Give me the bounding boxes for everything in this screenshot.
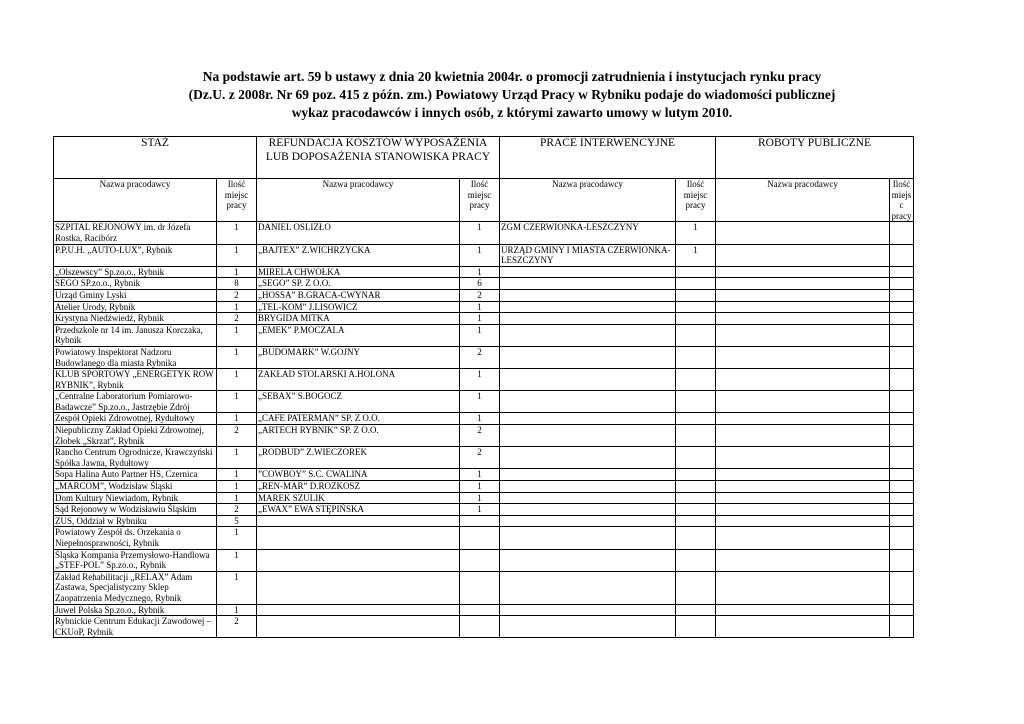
section-header-prace-interwencyjne: PRACE INTERWENCYJNE	[500, 137, 716, 179]
job-count-cell: 1	[676, 222, 716, 244]
job-count-cell: 1	[460, 413, 500, 425]
table-row	[54, 504, 914, 516]
heading-line-2: (Dz.U. z 2008r. Nr 69 poz. 415 z późn. zm.) Powiatowy Urząd Pracy w Rybniku podaje do wiadomości publicznej	[188, 87, 836, 102]
employer-name-cell: „Olszewscy” Sp.zo.o., Rybnik	[54, 266, 217, 278]
job-count-cell: 1	[460, 222, 500, 244]
job-count-cell	[890, 447, 914, 469]
job-count-cell	[460, 571, 500, 604]
job-count-cell	[890, 504, 914, 516]
employer-name-cell	[500, 324, 676, 346]
job-count-cell	[890, 616, 914, 638]
job-count-cell	[890, 425, 914, 447]
employer-name-cell: „MARCOM”, Wodzisław Śląski	[54, 481, 217, 493]
job-count-cell	[890, 313, 914, 325]
table-row	[54, 604, 914, 616]
job-count-cell	[676, 313, 716, 325]
table-row	[54, 447, 914, 469]
job-count-cell	[890, 604, 914, 616]
job-count-cell: 1	[217, 571, 257, 604]
document-heading	[100, 68, 924, 122]
job-count-cell	[890, 391, 914, 413]
job-count-cell: 1	[460, 301, 500, 313]
employer-name-cell: MAREK SZULIK	[257, 492, 460, 504]
employer-name-cell	[500, 313, 676, 325]
job-count-cell	[890, 369, 914, 391]
job-count-cell	[676, 515, 716, 527]
job-count-cell: 1	[217, 492, 257, 504]
job-count-cell: 6	[460, 278, 500, 290]
employer-name-cell: URZĄD GMINY I MIASTA CZERWIONKA-LESZCZYNY	[500, 244, 676, 266]
job-count-cell: 1	[460, 369, 500, 391]
job-count-cell	[890, 571, 914, 604]
employer-name-cell: „ARTECH RYBNIK” SP. Z O.O.	[257, 425, 460, 447]
table-row	[54, 492, 914, 504]
table-row	[54, 391, 914, 413]
job-count-cell: 1	[217, 301, 257, 313]
employer-name-cell	[500, 278, 676, 290]
job-count-cell: 2	[217, 289, 257, 301]
job-count-cell: 1	[460, 244, 500, 266]
employer-name-cell	[716, 346, 890, 368]
job-count-cell: 1	[217, 447, 257, 469]
job-count-cell: 1	[217, 469, 257, 481]
column-header-count: Ilość miejsc pracy	[217, 179, 257, 222]
table-row	[54, 469, 914, 481]
job-count-cell	[890, 469, 914, 481]
table-row	[54, 369, 914, 391]
column-header-row	[54, 179, 914, 222]
job-count-cell: 1	[217, 413, 257, 425]
employer-name-cell	[716, 266, 890, 278]
employer-name-cell: Przedszkole nr 14 im. Janusza Korczaka, Rybnik	[54, 324, 217, 346]
table-row	[54, 515, 914, 527]
table-row	[54, 313, 914, 325]
employer-name-cell	[716, 469, 890, 481]
employer-name-cell: „REN-MAR” D.ROZKOSZ	[257, 481, 460, 493]
job-count-cell	[676, 527, 716, 549]
employer-name-cell: Zespół Opieki Zdrowotnej, Rydułtowy	[54, 413, 217, 425]
employer-name-cell: BRYGIDA MITKA	[257, 313, 460, 325]
employer-name-cell	[716, 515, 890, 527]
employer-name-cell	[716, 481, 890, 493]
section-header-staz: STAŻ	[54, 137, 257, 179]
employer-name-cell	[716, 391, 890, 413]
job-count-cell	[676, 571, 716, 604]
table-row	[54, 527, 914, 549]
job-count-cell: 1	[460, 492, 500, 504]
job-count-cell: 5	[217, 515, 257, 527]
section-header-refundacja: REFUNDACJA KOSZTÓW WYPOSAŻENIA LUB DOPOSAŻENIA STANOWISKA PRACY	[257, 137, 500, 179]
employer-name-cell: Rancho Centrum Ogrodnicze, Krawczyński Spółka Jawna, Rydułtowy	[54, 447, 217, 469]
job-count-cell	[890, 515, 914, 527]
employer-name-cell: P.P.U.H. „AUTO-LUX”, Rybnik	[54, 244, 217, 266]
job-count-cell	[890, 278, 914, 290]
employer-name-cell	[257, 616, 460, 638]
employer-name-cell	[500, 527, 676, 549]
employer-name-cell: „HOSSA” B.GRACA-CWYNAR	[257, 289, 460, 301]
job-count-cell: 1	[460, 266, 500, 278]
employer-name-cell: Atelier Urody, Rybnik	[54, 301, 217, 313]
job-count-cell: 2	[217, 504, 257, 516]
table-row	[54, 289, 914, 301]
employer-name-cell	[500, 571, 676, 604]
employer-name-cell	[716, 301, 890, 313]
job-count-cell	[676, 391, 716, 413]
column-header-employer: Nazwa pracodawcy	[500, 179, 676, 222]
job-count-cell	[676, 425, 716, 447]
employer-name-cell	[716, 244, 890, 266]
table-row	[54, 244, 914, 266]
employer-name-cell: SEGO SP.zo.o., Rybnik	[54, 278, 217, 290]
employer-name-cell: Rybnickie Centrum Edukacji Zawodowej – CKUoP, Rybnik	[54, 616, 217, 638]
employer-name-cell	[500, 481, 676, 493]
table-row	[54, 346, 914, 368]
job-count-cell	[890, 244, 914, 266]
job-count-cell	[460, 515, 500, 527]
employer-name-cell	[500, 289, 676, 301]
job-count-cell: 2	[460, 346, 500, 368]
job-count-cell	[890, 301, 914, 313]
employer-name-cell	[716, 369, 890, 391]
employer-name-cell: Powiatowy Zespół ds. Orzekania o Niepełnosprawności, Rybnik	[54, 527, 217, 549]
employer-name-cell	[716, 222, 890, 244]
employer-name-cell	[257, 515, 460, 527]
employer-name-cell	[500, 447, 676, 469]
employer-name-cell: ”COWBOY” S.C. CWALINA	[257, 469, 460, 481]
table-row	[54, 324, 914, 346]
employer-name-cell: Śląska Kompania Przemysłowo-Handlowa „STEF-POL” Sp.zo.o., Rybnik	[54, 549, 217, 571]
column-header-count: Ilość miejsc pracy	[890, 179, 914, 222]
table-row	[54, 266, 914, 278]
job-count-cell: 1	[676, 244, 716, 266]
employer-name-cell	[716, 604, 890, 616]
job-count-cell	[890, 324, 914, 346]
job-count-cell: 1	[217, 222, 257, 244]
employer-name-cell: ZUS, Oddział w Rybniku	[54, 515, 217, 527]
job-count-cell	[676, 604, 716, 616]
job-count-cell: 2	[460, 447, 500, 469]
employer-name-cell: „RODBUD” Z.WIECZOREK	[257, 447, 460, 469]
job-count-cell: 2	[217, 425, 257, 447]
job-count-cell	[676, 492, 716, 504]
job-count-cell	[460, 616, 500, 638]
employer-name-cell: „EMEK” P.MOCZALA	[257, 324, 460, 346]
employer-name-cell: „BAJTEX” Z.WICHRZYCKA	[257, 244, 460, 266]
column-header-employer: Nazwa pracodawcy	[257, 179, 460, 222]
job-count-cell: 1	[217, 369, 257, 391]
employer-name-cell: „TEL-KOM” J.LISOWICZ	[257, 301, 460, 313]
employer-name-cell	[716, 313, 890, 325]
job-count-cell	[676, 413, 716, 425]
job-count-cell: 1	[217, 266, 257, 278]
table-row	[54, 616, 914, 638]
heading-line-1: Na podstawie art. 59 b ustawy z dnia 20 kwietnia 2004r. o promocji zatrudnienia i instytucjach rynku pracy	[202, 69, 822, 84]
employer-name-cell	[500, 515, 676, 527]
column-header-count: Ilość miejsc pracy	[676, 179, 716, 222]
table-row	[54, 425, 914, 447]
job-count-cell: 1	[217, 346, 257, 368]
employer-name-cell: ZGM CZERWIONKA-LESZCZYNY	[500, 222, 676, 244]
table-row	[54, 481, 914, 493]
job-count-cell	[890, 527, 914, 549]
employer-name-cell: KLUB SPORTOWY „ENERGETYK ROW RYBNIK”, Rybnik	[54, 369, 217, 391]
employer-name-cell	[500, 604, 676, 616]
employer-name-cell: Urząd Gminy Lyski	[54, 289, 217, 301]
heading-line-3: wykaz pracodawców i innych osób, z którymi zawarto umowy w lutym 2010.	[291, 105, 733, 120]
job-count-cell	[890, 289, 914, 301]
employer-name-cell	[716, 492, 890, 504]
job-count-cell	[676, 504, 716, 516]
employer-name-cell	[716, 616, 890, 638]
employer-name-cell: Juwel Polska Sp.zo.o., Rybnik	[54, 604, 217, 616]
job-count-cell: 1	[460, 391, 500, 413]
job-count-cell: 2	[217, 313, 257, 325]
job-count-cell	[676, 266, 716, 278]
employer-name-cell	[500, 346, 676, 368]
employer-name-cell	[716, 571, 890, 604]
employer-name-cell	[500, 425, 676, 447]
job-count-cell	[460, 527, 500, 549]
job-count-cell: 1	[217, 481, 257, 493]
section-header-row	[54, 137, 914, 179]
job-count-cell	[676, 481, 716, 493]
job-count-cell	[890, 222, 914, 244]
section-header-roboty-publiczne: ROBOTY PUBLICZNE	[716, 137, 914, 179]
job-count-cell: 1	[217, 527, 257, 549]
job-count-cell: 2	[460, 289, 500, 301]
employer-name-cell: „SEGO” SP. Z O.O.	[257, 278, 460, 290]
employer-name-cell: „Centralne Laboratorium Pomiarowo-Badawcze” Sp.zo.o., Jastrzębie Zdrój	[54, 391, 217, 413]
employer-name-cell	[500, 266, 676, 278]
employer-name-cell	[716, 425, 890, 447]
employer-name-cell: „BUDOMARK” W.GOJNY	[257, 346, 460, 368]
table-row	[54, 413, 914, 425]
column-header-employer: Nazwa pracodawcy	[716, 179, 890, 222]
job-count-cell	[890, 346, 914, 368]
employers-table	[53, 136, 914, 638]
job-count-cell	[890, 549, 914, 571]
employer-name-cell	[716, 447, 890, 469]
employer-name-cell: Krystyna Niedźwiedź, Rybnik	[54, 313, 217, 325]
job-count-cell: 8	[217, 278, 257, 290]
job-count-cell	[676, 301, 716, 313]
employer-name-cell: MIRELA CHWOŁKA	[257, 266, 460, 278]
job-count-cell	[676, 324, 716, 346]
employer-name-cell: Dom Kultury Niewiadom, Rybnik	[54, 492, 217, 504]
employer-name-cell: Zakład Rehabilitacji „RELAX” Adam Zastawa, Specjalistyczny Sklep Zaopatrzenia Medycznego, Rybnik	[54, 571, 217, 604]
employer-name-cell	[716, 504, 890, 516]
table-row	[54, 278, 914, 290]
employer-name-cell: Niepubliczny Zakład Opieki Zdrowotnej, Żłobek „Skrzat”, Rybnik	[54, 425, 217, 447]
table-row	[54, 571, 914, 604]
employer-name-cell	[500, 469, 676, 481]
job-count-cell: 1	[217, 244, 257, 266]
job-count-cell	[890, 481, 914, 493]
job-count-cell	[676, 469, 716, 481]
employer-name-cell	[500, 616, 676, 638]
employer-name-cell	[257, 604, 460, 616]
employer-name-cell	[500, 369, 676, 391]
employer-name-cell	[257, 571, 460, 604]
employer-name-cell: Sopa Halina Auto Partner HS, Czernica	[54, 469, 217, 481]
job-count-cell	[460, 549, 500, 571]
job-count-cell: 1	[460, 324, 500, 346]
job-count-cell	[890, 413, 914, 425]
employer-name-cell: DANIEL OSLIZŁO	[257, 222, 460, 244]
job-count-cell: 1	[460, 469, 500, 481]
table-row	[54, 549, 914, 571]
job-count-cell: 1	[217, 549, 257, 571]
job-count-cell: 1	[217, 604, 257, 616]
employer-name-cell: Sąd Rejonowy w Wodzisławiu Śląskim	[54, 504, 217, 516]
job-count-cell	[676, 278, 716, 290]
job-count-cell	[890, 492, 914, 504]
employer-name-cell	[716, 324, 890, 346]
employer-name-cell	[500, 492, 676, 504]
employer-name-cell	[500, 301, 676, 313]
job-count-cell	[676, 289, 716, 301]
job-count-cell: 2	[217, 616, 257, 638]
job-count-cell: 1	[217, 391, 257, 413]
employer-name-cell: ZAKŁAD STOLARSKI A.HOLONA	[257, 369, 460, 391]
job-count-cell: 1	[460, 481, 500, 493]
job-count-cell: 2	[460, 425, 500, 447]
employer-name-cell	[257, 527, 460, 549]
employer-name-cell	[716, 549, 890, 571]
employer-name-cell: „CAFE PATERMAN” SP. Z O.O.	[257, 413, 460, 425]
employer-name-cell: „SEBAX” S.BOGOCZ	[257, 391, 460, 413]
employer-name-cell	[716, 278, 890, 290]
employer-name-cell: Powiatowy Inspektorat Nadzoru Budowlanego dla miasta Rybnika	[54, 346, 217, 368]
employer-name-cell: „EWAX” EWA STĘPIŃSKA	[257, 504, 460, 516]
employer-name-cell	[716, 527, 890, 549]
table-row	[54, 301, 914, 313]
job-count-cell	[676, 549, 716, 571]
column-header-employer: Nazwa pracodawcy	[54, 179, 217, 222]
job-count-cell	[676, 616, 716, 638]
employer-name-cell: SZPITAL REJONOWY im. dr Józefa Rostka, Racibórz	[54, 222, 217, 244]
employer-name-cell	[500, 504, 676, 516]
job-count-cell: 1	[460, 504, 500, 516]
employer-name-cell	[716, 289, 890, 301]
employer-name-cell	[257, 549, 460, 571]
job-count-cell	[676, 369, 716, 391]
employer-name-cell	[500, 549, 676, 571]
job-count-cell	[890, 266, 914, 278]
job-count-cell	[676, 447, 716, 469]
job-count-cell: 1	[217, 324, 257, 346]
employer-name-cell	[500, 413, 676, 425]
job-count-cell	[460, 604, 500, 616]
job-count-cell	[676, 346, 716, 368]
employer-name-cell	[716, 413, 890, 425]
job-count-cell: 1	[460, 313, 500, 325]
employer-name-cell	[500, 391, 676, 413]
table-row	[54, 222, 914, 244]
table-body	[54, 222, 914, 638]
column-header-count: Ilość miejsc pracy	[460, 179, 500, 222]
